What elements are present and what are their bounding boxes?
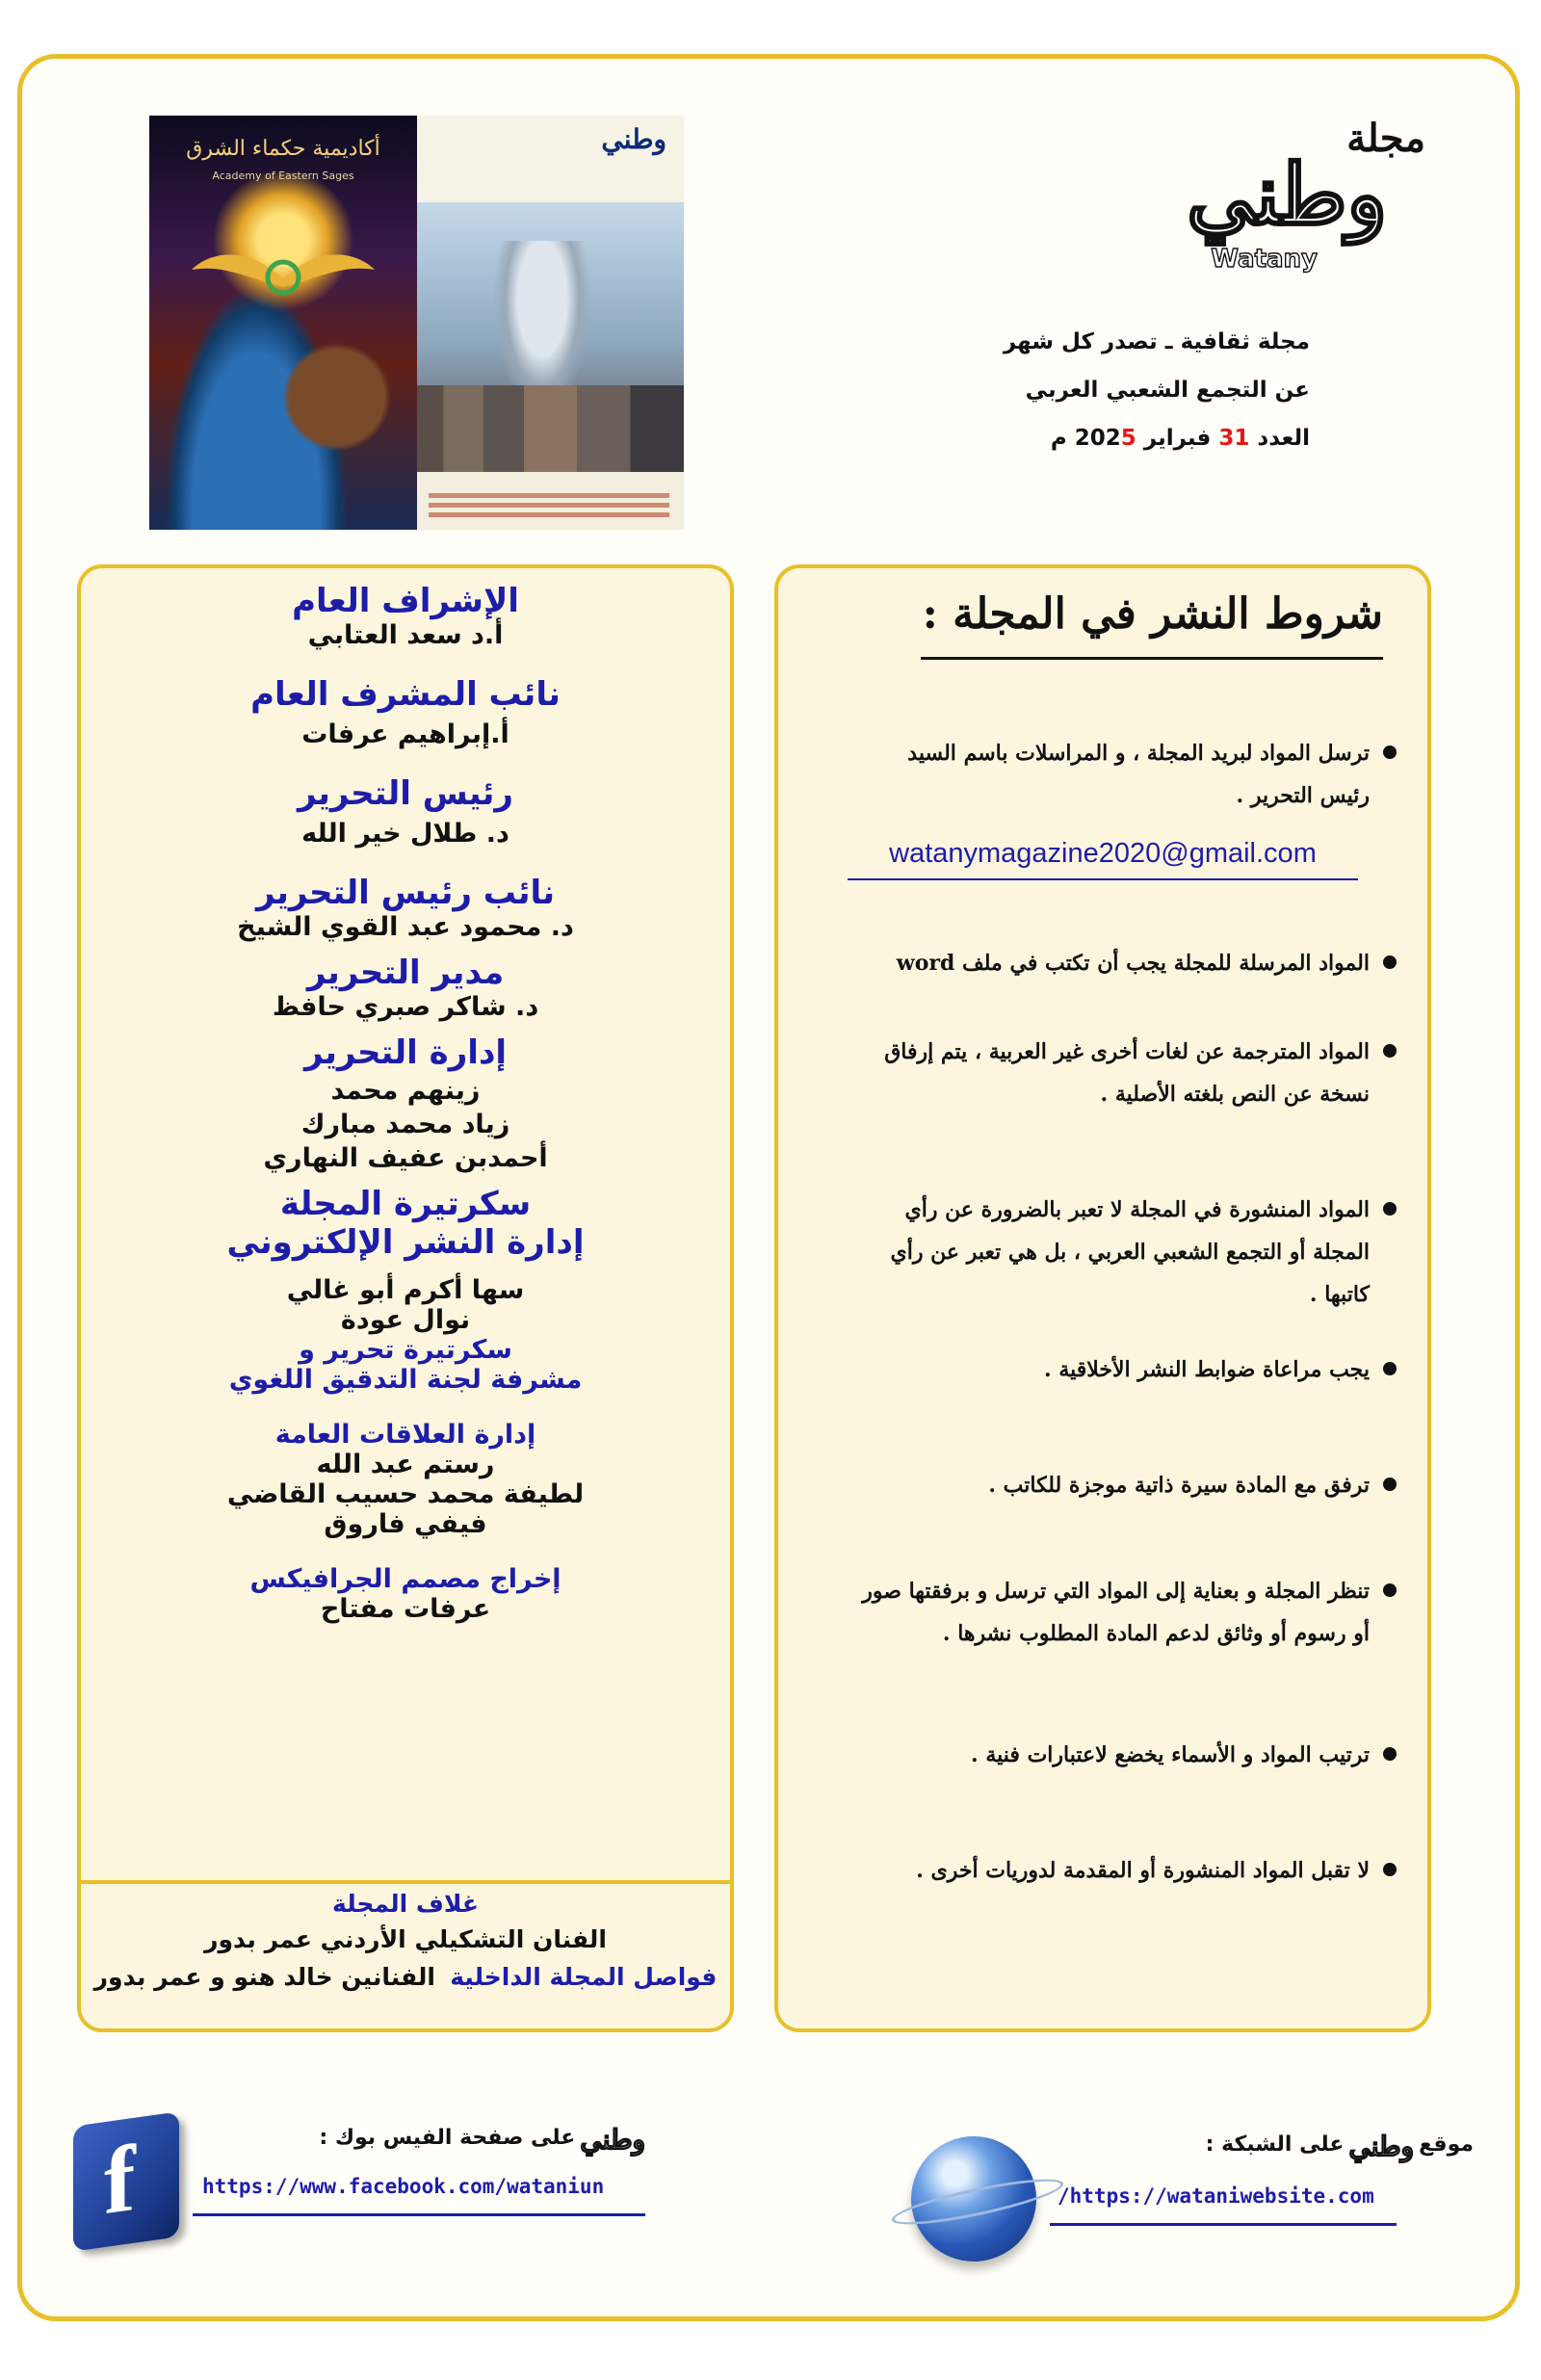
rule-item: ترتيب المواد و الأسماء يخضع لاعتبارات فنية . xyxy=(859,1734,1370,1776)
cover-credit-artist: الفنان التشكيلي الأردني عمر بدور xyxy=(204,1925,607,1953)
website-url[interactable]: /https://wataniwebsite.com xyxy=(1058,2184,1374,2208)
bullet-icon xyxy=(1383,1863,1397,1876)
intro-line-2: عن التجمع الشعبي العربي xyxy=(1025,378,1310,403)
inner-credit-artists: الفنانين خالد هنو و عمر بدور xyxy=(93,1963,435,1991)
staff-name: د. طلال خير الله xyxy=(301,819,509,849)
staff-head: نائب رئيس التحرير xyxy=(255,874,556,912)
bullet-icon xyxy=(1383,1583,1397,1597)
issue-label: العدد xyxy=(1257,426,1310,451)
staff-list xyxy=(81,568,730,1624)
staff-head: مدير التحرير xyxy=(306,954,505,992)
wings-emblem-icon xyxy=(192,241,375,318)
logo-name: وطني xyxy=(1187,146,1387,244)
rule-item: المواد المنشورة في المجلة لا تعبر بالضرورة عن رأي المجلة أو التجمع الشعبي العربي ، بل هي تعبر عن رأي كاتبها . xyxy=(859,1189,1370,1316)
website-caption xyxy=(1069,2131,1474,2162)
magazine-logo xyxy=(1021,116,1425,289)
cover-credit-head: غلاف المجلة xyxy=(332,1890,479,1918)
issue-number: 31 xyxy=(1218,426,1250,451)
website-label: على الشبكة : xyxy=(1205,2132,1345,2157)
website-word: موقع xyxy=(1419,2132,1474,2157)
email-underline xyxy=(848,878,1358,880)
issue-month: فبراير xyxy=(1143,426,1212,451)
facebook-url[interactable]: https://www.facebook.com/wataniun xyxy=(202,2175,605,2198)
staff-head: إدارة التحرير xyxy=(303,1033,508,1072)
staff-name: زينهم محمد xyxy=(330,1076,481,1106)
staff-head: إخراج مصمم الجرافيكس xyxy=(249,1564,562,1594)
rule-item: المواد المترجمة عن لغات أخرى غير العربية ، يتم إرفاق نسخة عن النص بلغته الأصلية . xyxy=(859,1031,1370,1115)
staff-name: أ.د سعد العتابي xyxy=(307,620,504,650)
email-link[interactable]: watanymagazine2020@gmail.com xyxy=(889,838,1317,869)
cover-image-academy xyxy=(149,116,417,530)
logo-majalla: مجلة xyxy=(1346,116,1425,161)
intro-block xyxy=(905,318,1310,462)
globe-icon[interactable] xyxy=(911,2136,1036,2262)
cover2-footer xyxy=(417,472,684,530)
staff-head: الإشراف العام xyxy=(292,582,519,620)
staff-name: زياد محمد مبارك xyxy=(300,1110,510,1139)
cover2-ruins xyxy=(417,385,684,472)
bullet-icon xyxy=(1383,1202,1397,1216)
rules-title: شروط النشر في المجلة : xyxy=(922,589,1383,639)
staff-head: إدارة العلاقات العامة xyxy=(274,1420,536,1450)
issue-suffix: م xyxy=(1050,426,1067,451)
cover-credits xyxy=(81,1890,730,1991)
rule-item: لا تقبل المواد المنشورة أو المقدمة لدوريات أخرى . xyxy=(859,1849,1370,1892)
staff-head: إدارة النشر الإلكتروني xyxy=(226,1223,585,1262)
bullet-icon xyxy=(1383,1747,1397,1761)
mini-logo: وطني xyxy=(1348,2131,1415,2162)
staff-head: نائب المشرف العام xyxy=(250,675,561,714)
staff-name: فيفي فاروق xyxy=(324,1509,487,1539)
staff-panel xyxy=(77,564,734,2032)
bullet-icon xyxy=(1383,1044,1397,1058)
mini-logo: وطني xyxy=(580,2124,645,2156)
staff-name: أحمدبن عفيف النهاري xyxy=(263,1143,548,1173)
staff-name: أ.إبراهيم عرفات xyxy=(301,719,509,749)
inner-credit-head: فواصل المجلة الداخلية xyxy=(450,1963,718,1991)
staff-name: سها أكرم أبو غالي xyxy=(286,1275,525,1305)
publishing-rules-panel xyxy=(774,564,1431,2032)
facebook-underline xyxy=(193,2213,645,2216)
cover1-title: أكاديمية حكماء الشرق xyxy=(186,137,380,161)
bullet-icon xyxy=(1383,955,1397,969)
website-underline xyxy=(1050,2223,1397,2226)
staff-divider xyxy=(81,1880,730,1884)
cover1-subtitle: Academy of Eastern Sages xyxy=(212,170,354,182)
staff-name: رستم عبد الله xyxy=(316,1450,495,1479)
rule-item: يجب مراعاة ضوابط النشر الأخلاقية . xyxy=(859,1348,1370,1391)
intro-line-1: مجلة ثقافية ـ تصدر كل شهر xyxy=(1003,329,1310,354)
cover-image-issue xyxy=(417,116,684,530)
rules-title-underline xyxy=(921,657,1383,660)
staff-role: سكرتيرة تحرير و xyxy=(299,1335,512,1365)
bullet-icon xyxy=(1383,1362,1397,1375)
facebook-icon[interactable]: f xyxy=(73,2111,179,2251)
staff-name: لطيفة محمد حسيب القاضي xyxy=(226,1479,585,1509)
rule-item: ترفق مع المادة سيرة ذاتية موجزة للكاتب . xyxy=(859,1464,1370,1506)
cover2-logo: وطني xyxy=(601,123,666,155)
issue-line xyxy=(905,414,1310,462)
staff-name: نوال عودة xyxy=(340,1305,471,1335)
rule-item: ترسل المواد لبريد المجلة ، و المراسلات باسم السيد رئيس التحرير . xyxy=(859,732,1370,817)
issue-year: 2025 xyxy=(1074,426,1136,451)
rule-item: تنظر المجلة و بعناية إلى المواد التي ترسل و برفقتها صور أو رسوم أو وثائق لدعم المادة المطلوب نشرها . xyxy=(859,1570,1370,1655)
logo-latin: Watany xyxy=(1211,245,1318,274)
staff-head: سكرتيرة المجلة xyxy=(279,1185,532,1223)
bullet-icon xyxy=(1383,745,1397,759)
staff-head: رئيس التحرير xyxy=(298,774,513,813)
bullet-icon xyxy=(1383,1478,1397,1491)
staff-role: مشرفة لجنة التدقيق اللغوي xyxy=(228,1365,583,1395)
facebook-label: على صفحة الفيس بوك : xyxy=(319,2126,576,2150)
staff-name: د. شاكر صبري حافظ xyxy=(272,992,539,1022)
facebook-caption xyxy=(202,2124,645,2156)
inner-credit-line xyxy=(81,1963,730,1991)
staff-name: د. محمود عبد القوي الشيخ xyxy=(237,912,574,942)
rule-item: المواد المرسلة للمجلة يجب أن تكتب في ملف word xyxy=(859,942,1370,984)
staff-name: عرفات مفتاح xyxy=(320,1594,491,1624)
